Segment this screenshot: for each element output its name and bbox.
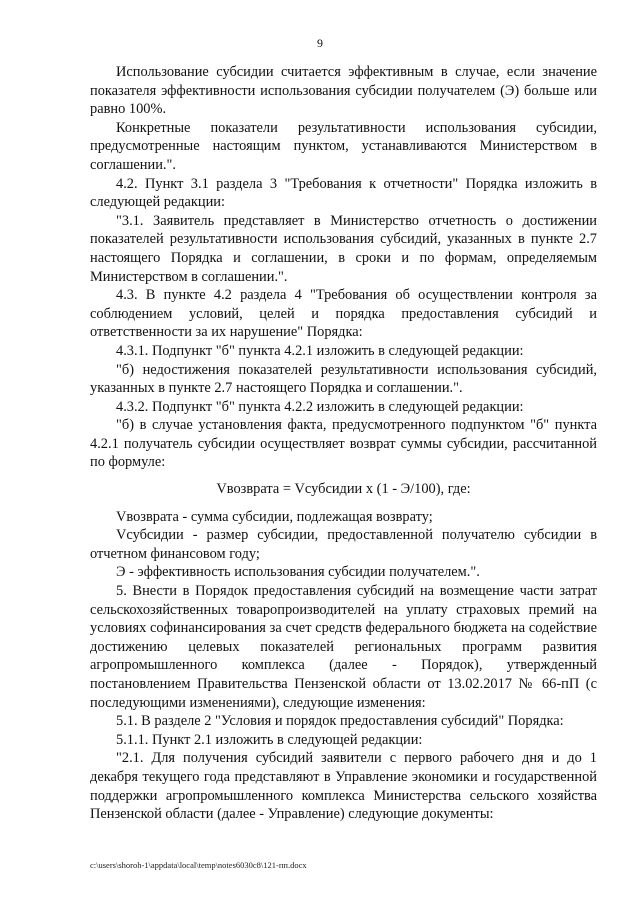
paragraph-5-1-1: 5.1.1. Пункт 2.1 изложить в следующей редакции: xyxy=(116,731,423,748)
page-number: 9 xyxy=(317,36,323,50)
paragraph-4-3-2-quote: "б) в случае установления факта, предусмотренного подпунктом "б" пункта 4.2.1 получатель субсидии осуществляет возврат суммы субсидии, рассчитанной по формуле: xyxy=(90,417,597,471)
paragraph-4-2: 4.2. Пункт 3.1 раздела 3 "Требования к отчетности" Порядка изложить в следующей редакции: xyxy=(90,175,597,211)
paragraph-5: 5. Внести в Порядок предоставления субсидий на возмещение части затрат сельскохозяйственных товаропроизводителей на уплату страховых премий на условиях софинансирования за счет средств федерального бюджета на содействие достижению целевых показателей региональных программ развития агропромышленного комплекса (далее - Порядок), утвержденный постановлением Правительства Пензенской области от 13.02.2017 № 66-пП (с последующими изменениями), следующие изменения: xyxy=(90,583,597,711)
paragraph-4-3: 4.3. В пункте 4.2 раздела 4 "Требования об осуществлении контроля за соблюдением условий, целей и порядка предоставления субсидий и ответственности за их нарушение" Порядка: xyxy=(90,287,597,341)
paragraph-efficiency-criterion: Использование субсидии считается эффективным в случае, если значение показателя эффективности использования субсидии получателем (Э) больше или равно 100%. xyxy=(90,64,597,118)
definition-efficiency: Э - эффективность использования субсидии получателем.". xyxy=(116,564,480,581)
paragraph-4-3-1-quote: "б) недостижения показателей результативности использования субсидий, указанных в пункте 2.7 настоящего Порядка и соглашении.". xyxy=(90,361,597,397)
paragraph-5-1: 5.1. В разделе 2 "Условия и порядок предоставления субсидий" Порядка: xyxy=(116,713,564,730)
footer-file-path: c:\users\shoroh-1\appdata\local\temp\notes6030c8\121-пп.docx xyxy=(90,860,307,870)
paragraph-3-1-quote: "3.1. Заявитель представляет в Министерство отчетность о достижении показателей результативности использования субсидий, указанных в пункте 2.7 настоящего Порядка и соглашении, в сроки и по формам, определяемым Министерством в соглашении.". xyxy=(90,212,597,285)
refund-formula: Vвозврата = Vсубсидии x (1 - Э/100), где: xyxy=(216,481,471,498)
paragraph-2-1-quote: "2.1. Для получения субсидий заявители с первого рабочего дня и до 1 декабря текущего года представляют в Управление экономики и государственной поддержки агропромышленного комплекса Министерства сельского хозяйства Пензенской области (далее - Управление) следующие документы: xyxy=(90,750,597,823)
paragraph-4-3-2: 4.3.2. Подпункт "б" пункта 4.2.2 изложить в следующей редакции: xyxy=(116,398,524,415)
definition-v-subsidy: Vсубсидии - размер субсидии, предоставленной получателю субсидии в отчетном финансовом году; xyxy=(90,527,597,562)
definition-v-refund: Vвозврата - сумма субсидии, подлежащая возврату; xyxy=(116,508,433,525)
document-body xyxy=(90,63,597,824)
paragraph-specific-indicators: Конкретные показатели результативности использования субсидии, предусмотренные настоящим пунктом, устанавливаются Министерством в соглашении.". xyxy=(90,119,597,173)
paragraph-4-3-1: 4.3.1. Подпункт "б" пункта 4.2.1 изложить в следующей редакции: xyxy=(116,342,524,359)
